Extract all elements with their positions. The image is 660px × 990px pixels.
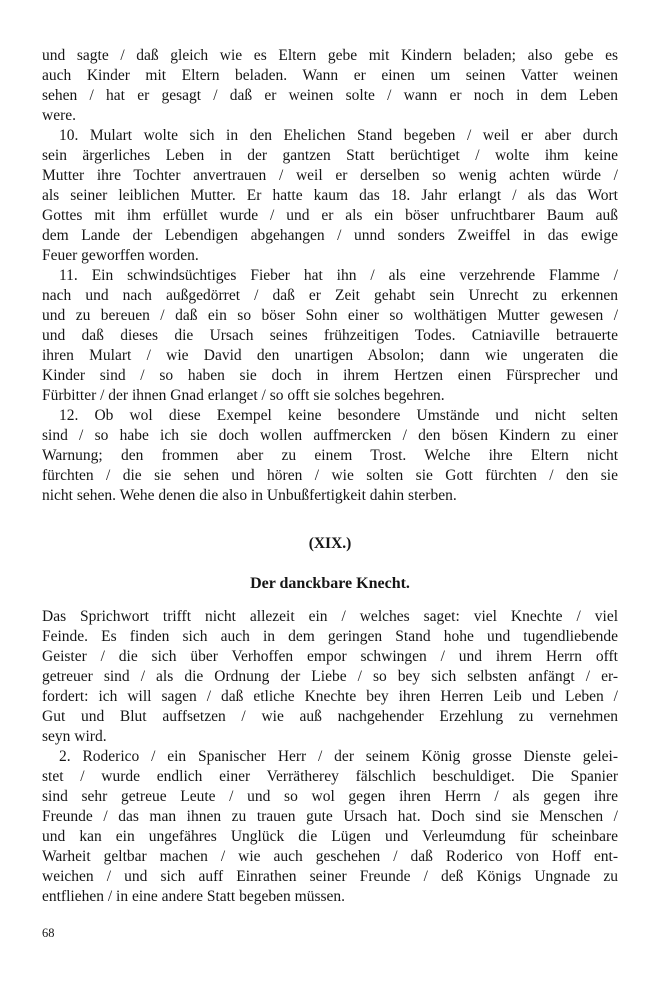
text-line: Fürbitter / der ihnen Gnad erlanget / so offt sie solches begehren. (42, 387, 445, 404)
text-line: nicht sehen. Wehe denen die also in Unbußfertigkeit dahin sterben. (42, 487, 457, 504)
text-line: Das Sprichwort trifft nicht allezeit ein / welches saget: viel Knechte / viel (42, 608, 618, 625)
text-line: auch Kinder mit Eltern beladen. Wann er einen um seinen Vatter weinen (42, 67, 618, 84)
paragraph (42, 747, 618, 907)
text-line: ihren Mulart / wie David den unartigen Absolon; dann wie ungeraten die (42, 347, 618, 364)
paragraph (42, 126, 618, 266)
text-line: 12. Ob wol diese Exempel keine besondere Umstände und nicht selten (59, 407, 618, 424)
text-line: fürchten / die sie sehen und hören / wie solten sie Gott fürchten / den sie (42, 467, 618, 484)
text-line: fordert: ich will sagen / daß etliche Knechte bey ihren Herren Leib und Leben / (42, 688, 618, 705)
text-line: 11. Ein schwindsüchtiges Fieber hat ihn / als eine verzehrende Flamme / (59, 267, 618, 284)
text-line: sein ärgerliches Leben in der gantzen Statt berüchtiget / wolte ihm keine (42, 147, 618, 164)
text-line: als seiner leiblichen Mutter. Er hatte kaum das 18. Jahr erlangt / als das Wort (42, 187, 618, 204)
text-line: nach und nach außgedörret / daß er Zeit gehabt sein Unrecht zu erkennen (42, 287, 618, 304)
text-line: entfliehen / in eine andere Statt begeben müssen. (42, 888, 346, 905)
section-title-heading: Der danckbare Knecht. (250, 575, 410, 592)
text-line: Feuer geworffen worden. (42, 247, 199, 264)
text-line: Feinde. Es finden sich auch in dem geringen Stand hohe und tugendliebende (42, 628, 618, 645)
text-block (42, 46, 618, 907)
text-line: getreuer sind / als die Ordnung der Liebe / so bey sich selbsten anfängt / er- (42, 668, 618, 685)
paragraph (42, 46, 618, 126)
text-line: 2. Roderico / ein Spanischer Herr / der seinem König grosse Dienste gelei- (59, 748, 618, 765)
section-number-heading: (XIX.) (308, 535, 352, 552)
text-line: sind sehr getreue Leute / und so wol gegen ihren Herrn / als gegen ihre (42, 788, 618, 805)
text-line: und sagte / daß gleich wie es Eltern gebe mit Kindern beladen; also gebe es (42, 47, 618, 64)
text-line: und zu bereuen / daß ein so böser Sohn einer so wolthätigen Mutter gewesen / (42, 307, 618, 324)
text-line: Gut und Blut auffsetzen / wie auß nachgehender Erzehlung zu vernehmen (42, 708, 618, 725)
text-line: Mutter ihre Tochter anvertrauen / weil er derselben so wenig achten würde / (42, 167, 618, 184)
text-line: Warnung; den frommen aber zu einem Trost. Welche ihre Eltern nicht (42, 447, 618, 464)
text-line: und kan ein ungefähres Unglück die Lügen und Verleumdung für scheinbare (42, 828, 618, 845)
text-line: sehen / hat er gesagt / daß er weinen solte / wann er noch in dem Leben (42, 87, 618, 104)
text-line: seyn wird. (42, 728, 107, 745)
text-line: Geister / die sich über Verhoffen empor schwingen / und ihrem Herrn offt (42, 648, 618, 665)
paragraph (42, 406, 618, 506)
text-line: Gottes mit ihm erfüllet wurde / und er als ein böser unfruchtbarer Baum auß (42, 207, 618, 224)
text-line: Warheit geltbar machen / wie auch geschehen / daß Roderico von Hoff ent- (42, 848, 618, 865)
text-line: stet / wurde endlich einer Verrätherey fälschlich beschuldiget. Die Spanier (42, 768, 618, 785)
text-line: 10. Mulart wolte sich in den Ehelichen Stand begeben / weil er aber durch (59, 127, 618, 144)
text-line: sind / so habe ich sie doch wollen auffmercken / den bösen Kindern zu einer (42, 427, 618, 444)
paragraph (42, 266, 618, 406)
paragraph (42, 607, 618, 747)
page-number: 68 (42, 926, 55, 940)
text-line: were. (42, 107, 76, 124)
text-line: und daß dieses die Ursach seines frühzeitigen Todes. Catniaville betrauerte (42, 327, 618, 344)
text-line: weichen / und sich auff Einrathen seiner Freunde / deß Königs Ungnade zu (42, 868, 618, 885)
text-line: Kinder sind / so haben sie doch in ihrem Hertzen einen Fürsprecher und (42, 367, 618, 384)
text-line: Freunde / das man ihnen zu trauen gute Ursach hat. Doch sind sie Menschen / (42, 808, 618, 825)
text-line: dem Lande der Lebendigen abgehangen / unnd sonders Zweiffel in das ewige (42, 227, 618, 244)
